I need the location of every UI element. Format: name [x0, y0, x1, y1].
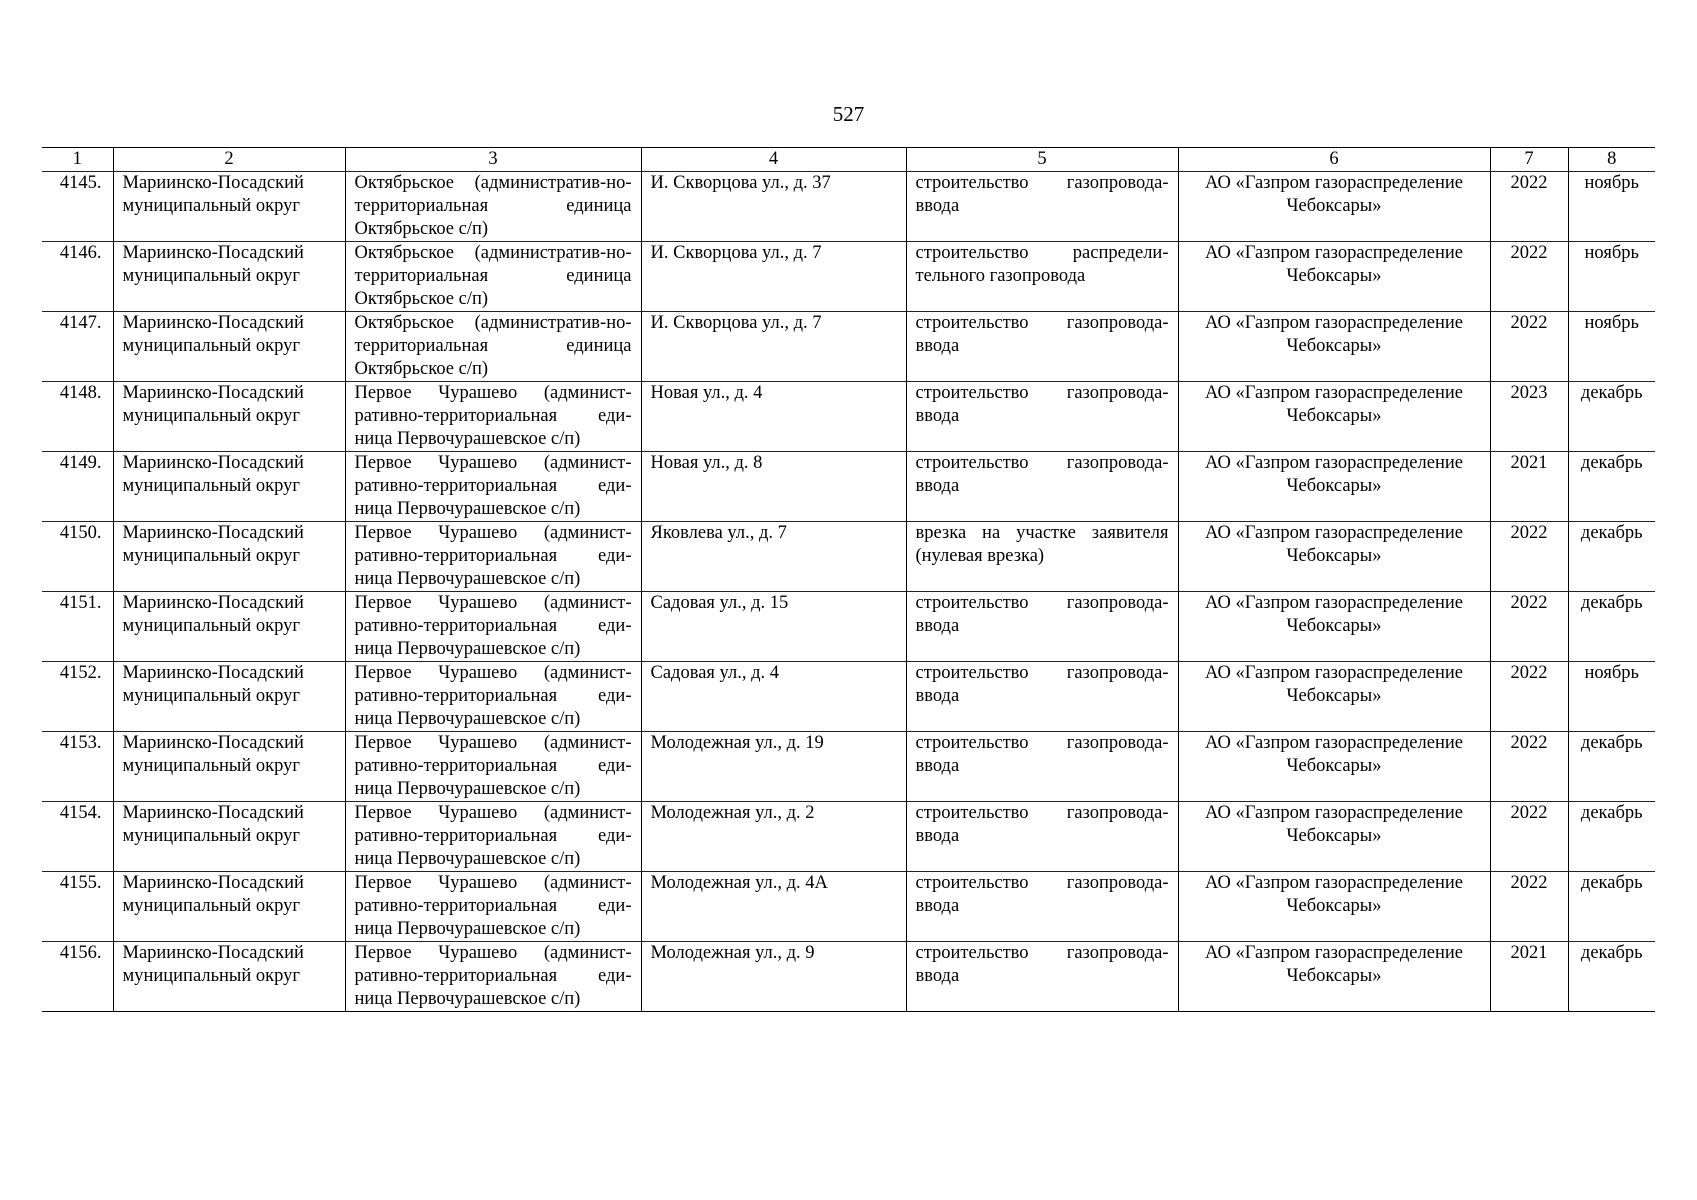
- district-cell: Мариинско-Посадский муниципальный округ: [113, 382, 345, 452]
- organization-cell: АО «Газпром газораспределение Чебоксары»: [1178, 662, 1490, 732]
- address-cell: Молодежная ул., д. 4А: [641, 872, 906, 942]
- month-cell: декабрь: [1568, 452, 1655, 522]
- address-cell: Садовая ул., д. 4: [641, 662, 906, 732]
- district-cell: Мариинско-Посадский муниципальный округ: [113, 312, 345, 382]
- work-type-cell: врезка на участке заявителя (нулевая врезка): [906, 522, 1178, 592]
- table-row: [42, 802, 1655, 872]
- address-cell: Садовая ул., д. 15: [641, 592, 906, 662]
- organization-cell: АО «Газпром газораспределение Чебоксары»: [1178, 872, 1490, 942]
- table-row: [42, 732, 1655, 802]
- table-row: [42, 312, 1655, 382]
- work-type-cell: строительство распредели-тельного газопровода: [906, 242, 1178, 312]
- organization-cell: АО «Газпром газораспределение Чебоксары»: [1178, 242, 1490, 312]
- table-row: [42, 382, 1655, 452]
- row-number: 4155.: [42, 872, 113, 942]
- row-number: 4147.: [42, 312, 113, 382]
- district-cell: Мариинско-Посадский муниципальный округ: [113, 942, 345, 1012]
- work-type-cell: строительство газопровода-ввода: [906, 312, 1178, 382]
- row-number: 4153.: [42, 732, 113, 802]
- row-number: 4149.: [42, 452, 113, 522]
- year-cell: 2021: [1490, 452, 1568, 522]
- year-cell: 2023: [1490, 382, 1568, 452]
- work-type-cell: строительство газопровода-ввода: [906, 802, 1178, 872]
- address-cell: Новая ул., д. 4: [641, 382, 906, 452]
- month-cell: декабрь: [1568, 942, 1655, 1012]
- work-type-cell: строительство газопровода-ввода: [906, 382, 1178, 452]
- settlement-cell: Первое Чурашево (админист-ративно-территориальная еди-ница Первочурашевское с/п): [345, 942, 641, 1012]
- month-cell: декабрь: [1568, 872, 1655, 942]
- work-type-cell: строительство газопровода-ввода: [906, 452, 1178, 522]
- district-cell: Мариинско-Посадский муниципальный округ: [113, 872, 345, 942]
- organization-cell: АО «Газпром газораспределение Чебоксары»: [1178, 172, 1490, 242]
- district-cell: Мариинско-Посадский муниципальный округ: [113, 452, 345, 522]
- month-cell: ноябрь: [1568, 662, 1655, 732]
- column-number: 7: [1490, 148, 1568, 172]
- table-row: [42, 522, 1655, 592]
- organization-cell: АО «Газпром газораспределение Чебоксары»: [1178, 942, 1490, 1012]
- row-number: 4156.: [42, 942, 113, 1012]
- address-cell: И. Скворцова ул., д. 7: [641, 242, 906, 312]
- organization-cell: АО «Газпром газораспределение Чебоксары»: [1178, 382, 1490, 452]
- row-number: 4146.: [42, 242, 113, 312]
- settlement-cell: Октябрьское (административ-но-территориальная единица Октябрьское с/п): [345, 312, 641, 382]
- month-cell: декабрь: [1568, 802, 1655, 872]
- organization-cell: АО «Газпром газораспределение Чебоксары»: [1178, 732, 1490, 802]
- column-number: 1: [42, 148, 113, 172]
- month-cell: ноябрь: [1568, 172, 1655, 242]
- year-cell: 2022: [1490, 872, 1568, 942]
- month-cell: ноябрь: [1568, 242, 1655, 312]
- address-cell: Яковлева ул., д. 7: [641, 522, 906, 592]
- register-table: [42, 147, 1655, 1012]
- table-row: [42, 452, 1655, 522]
- table-row: [42, 662, 1655, 732]
- column-number-row: [42, 148, 1655, 172]
- month-cell: ноябрь: [1568, 312, 1655, 382]
- settlement-cell: Первое Чурашево (админист-ративно-территориальная еди-ница Первочурашевское с/п): [345, 732, 641, 802]
- column-number: 5: [906, 148, 1178, 172]
- address-cell: И. Скворцова ул., д. 7: [641, 312, 906, 382]
- address-cell: И. Скворцова ул., д. 37: [641, 172, 906, 242]
- row-number: 4145.: [42, 172, 113, 242]
- organization-cell: АО «Газпром газораспределение Чебоксары»: [1178, 522, 1490, 592]
- organization-cell: АО «Газпром газораспределение Чебоксары»: [1178, 802, 1490, 872]
- settlement-cell: Первое Чурашево (админист-ративно-территориальная еди-ница Первочурашевское с/п): [345, 662, 641, 732]
- year-cell: 2022: [1490, 662, 1568, 732]
- district-cell: Мариинско-Посадский муниципальный округ: [113, 732, 345, 802]
- work-type-cell: строительство газопровода-ввода: [906, 872, 1178, 942]
- row-number: 4150.: [42, 522, 113, 592]
- work-type-cell: строительство газопровода-ввода: [906, 732, 1178, 802]
- year-cell: 2022: [1490, 592, 1568, 662]
- work-type-cell: строительство газопровода-ввода: [906, 172, 1178, 242]
- district-cell: Мариинско-Посадский муниципальный округ: [113, 522, 345, 592]
- year-cell: 2022: [1490, 242, 1568, 312]
- settlement-cell: Первое Чурашево (админист-ративно-территориальная еди-ница Первочурашевское с/п): [345, 382, 641, 452]
- year-cell: 2022: [1490, 312, 1568, 382]
- work-type-cell: строительство газопровода-ввода: [906, 662, 1178, 732]
- row-number: 4152.: [42, 662, 113, 732]
- district-cell: Мариинско-Посадский муниципальный округ: [113, 802, 345, 872]
- district-cell: Мариинско-Посадский муниципальный округ: [113, 662, 345, 732]
- district-cell: Мариинско-Посадский муниципальный округ: [113, 592, 345, 662]
- work-type-cell: строительство газопровода-ввода: [906, 942, 1178, 1012]
- organization-cell: АО «Газпром газораспределение Чебоксары»: [1178, 592, 1490, 662]
- address-cell: Молодежная ул., д. 2: [641, 802, 906, 872]
- year-cell: 2022: [1490, 522, 1568, 592]
- district-cell: Мариинско-Посадский муниципальный округ: [113, 172, 345, 242]
- district-cell: Мариинско-Посадский муниципальный округ: [113, 242, 345, 312]
- year-cell: 2022: [1490, 172, 1568, 242]
- settlement-cell: Первое Чурашево (админист-ративно-территориальная еди-ница Первочурашевское с/п): [345, 802, 641, 872]
- month-cell: декабрь: [1568, 382, 1655, 452]
- row-number: 4151.: [42, 592, 113, 662]
- row-number: 4154.: [42, 802, 113, 872]
- settlement-cell: Первое Чурашево (админист-ративно-территориальная еди-ница Первочурашевское с/п): [345, 522, 641, 592]
- row-number: 4148.: [42, 382, 113, 452]
- settlement-cell: Октябрьское (административ-но-территориальная единица Октябрьское с/п): [345, 172, 641, 242]
- year-cell: 2022: [1490, 732, 1568, 802]
- address-cell: Молодежная ул., д. 9: [641, 942, 906, 1012]
- settlement-cell: Первое Чурашево (админист-ративно-территориальная еди-ница Первочурашевское с/п): [345, 592, 641, 662]
- month-cell: декабрь: [1568, 522, 1655, 592]
- table-row: [42, 592, 1655, 662]
- column-number: 8: [1568, 148, 1655, 172]
- table-row: [42, 872, 1655, 942]
- table-body: [42, 148, 1655, 1012]
- month-cell: декабрь: [1568, 732, 1655, 802]
- column-number: 3: [345, 148, 641, 172]
- organization-cell: АО «Газпром газораспределение Чебоксары»: [1178, 452, 1490, 522]
- organization-cell: АО «Газпром газораспределение Чебоксары»: [1178, 312, 1490, 382]
- page-number: 527: [832, 102, 865, 126]
- column-number: 4: [641, 148, 906, 172]
- settlement-cell: Первое Чурашево (админист-ративно-территориальная еди-ница Первочурашевское с/п): [345, 872, 641, 942]
- year-cell: 2022: [1490, 802, 1568, 872]
- column-number: 2: [113, 148, 345, 172]
- address-cell: Молодежная ул., д. 19: [641, 732, 906, 802]
- month-cell: декабрь: [1568, 592, 1655, 662]
- year-cell: 2021: [1490, 942, 1568, 1012]
- settlement-cell: Октябрьское (административ-но-территориальная единица Октябрьское с/п): [345, 242, 641, 312]
- column-number: 6: [1178, 148, 1490, 172]
- address-cell: Новая ул., д. 8: [641, 452, 906, 522]
- work-type-cell: строительство газопровода-ввода: [906, 592, 1178, 662]
- table-row: [42, 242, 1655, 312]
- table-row: [42, 942, 1655, 1012]
- table-row: [42, 172, 1655, 242]
- settlement-cell: Первое Чурашево (админист-ративно-территориальная еди-ница Первочурашевское с/п): [345, 452, 641, 522]
